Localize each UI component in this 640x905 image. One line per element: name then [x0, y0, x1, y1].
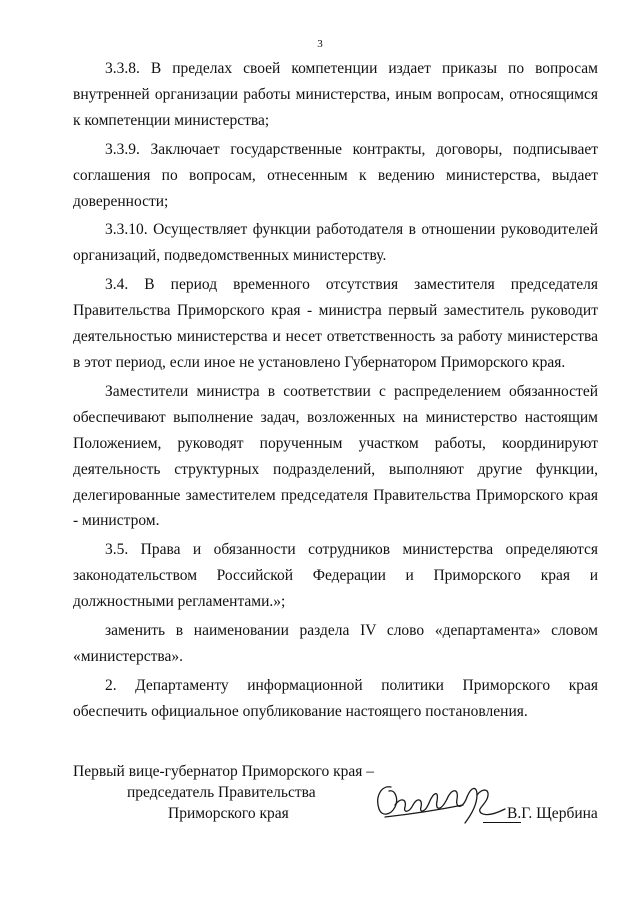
page-number: 3: [317, 38, 323, 50]
paragraph-3-3-8: 3.3.8. В пределах своей компетенции издает приказы по вопросам внутренней организации работы министерства, иным вопросам, относящимся к компетенции министерства;: [73, 60, 598, 129]
signer-position-line-1: Первый вице-губернатор Приморского края –: [73, 763, 375, 780]
signer-position-line-2: председатель Правительства: [127, 784, 316, 801]
paragraph-section-iv-amendment: заменить в наименовании раздела IV слово «департамента» словом «министерства».: [73, 622, 598, 665]
paragraph-3-5: 3.5. Права и обязанности сотрудников министерства определяются законодательством Российской Федерации и Приморского края и должностными регламентами.»;: [73, 541, 598, 611]
handwritten-signature: [373, 775, 523, 829]
paragraph-3-3-9: 3.3.9. Заключает государственные контракты, договоры, подписывает соглашения по вопросам, отнесенным к ведению министерства, выдает доверенности;: [73, 140, 598, 210]
signer-name: В.Г. Щербина: [507, 805, 598, 822]
paragraph-3-4: 3.4. В период временного отсутствия заместителя председателя Правительства Приморского края - министра первый заместитель руководит деятельностью министерства и несет ответственность за работу министерства в этот период, если иное не установлено Губернатором Приморского края.: [73, 276, 598, 371]
paragraph-deputy-ministers: Заместители министра в соответствии с распределением обязанностей обеспечивают выполнение задач, возложенных на министерство настоящим Положением, руководят порученным участком работы, координируют деятельность структурных подразделений, выполняют другие функции, делегированные заместителем председателя Правительства Приморского края - министром.: [73, 382, 598, 530]
paragraph-2-publication: 2. Департаменту информационной политики Приморского края обеспечить официальное опубликование настоящего постановления.: [73, 676, 598, 720]
document-body: [73, 56, 598, 728]
signature-block: [73, 761, 613, 831]
paragraph-3-3-10: 3.3.10. Осуществляет функции работодателя в отношении руководителей организаций, подведомственных министерству.: [73, 221, 598, 265]
signer-position-line-3: Приморского края: [168, 805, 289, 822]
